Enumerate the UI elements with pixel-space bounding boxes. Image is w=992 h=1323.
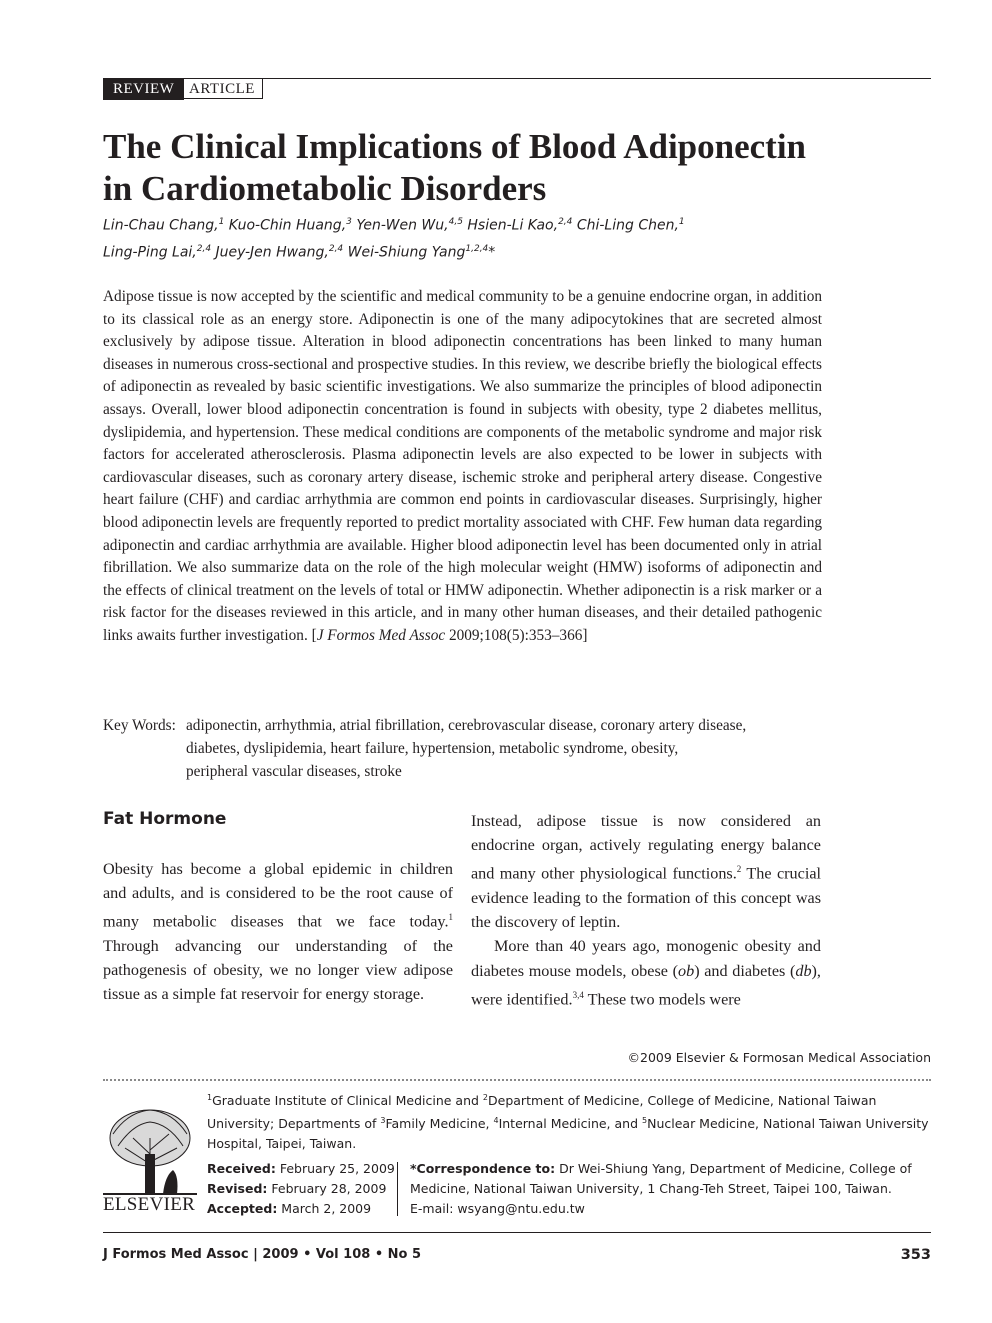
article-tag: ARTICLE (181, 78, 263, 99)
col2-text-a: Instead, adipose tissue is now considered an endocrine organ, actively regulating energy balance and many other physiological functions. (471, 812, 821, 883)
correspondence-label: *Correspondence to: (410, 1161, 556, 1176)
citation-ref: 3,4 (572, 989, 584, 1000)
author-affil: 2,4 (328, 243, 344, 254)
received-value: February 25, 2009 (275, 1161, 395, 1176)
body-column-1 (103, 857, 453, 1007)
col2-p2-b: ) and diabetes ( (694, 961, 796, 980)
revised-value: February 28, 2009 (267, 1181, 387, 1196)
received-label: Received: (207, 1161, 276, 1176)
abstract (103, 286, 822, 648)
author: Juey-Jen Hwang, (215, 244, 329, 261)
article-dates (207, 1159, 395, 1219)
affiliations (207, 1088, 932, 1154)
correspondence-text: Dr Wei-Shiung Yang, Department of Medicine, College of Medicine, National Taiwan University, 1 Chang-Teh Street, Taipei 100, Taiwan. (410, 1161, 912, 1196)
correspondence (410, 1159, 932, 1219)
col1-text-a: Obesity has become a global epidemic in children and adults, and is considered to be the root cause of many metabolic diseases that we face today. (103, 860, 453, 931)
author-affil: 3 (346, 217, 352, 227)
author: Wei-Shiung Yang (347, 244, 466, 261)
keywords-line: diabetes, dyslipidemia, heart failure, hypertension, metabolic syndrome, obesity, (186, 740, 679, 757)
keywords-line: peripheral vascular diseases, stroke (186, 763, 402, 780)
footer-divider (397, 1162, 398, 1216)
author-line-1 (103, 211, 933, 238)
accepted-date (207, 1199, 395, 1219)
affil-sup: 1 (207, 1093, 213, 1102)
author-affil: 4,5 (448, 217, 463, 227)
accepted-value: March 2, 2009 (277, 1201, 372, 1216)
citation-ref: 1 (448, 912, 453, 923)
col2-p2-d: These two models were (583, 990, 741, 1009)
author-affil: 1 (218, 217, 225, 227)
affil-text: Family Medicine, (385, 1116, 494, 1132)
article-title (103, 126, 933, 210)
col2-paragraph-2 (471, 934, 821, 1011)
revised-date (207, 1179, 395, 1199)
footer-rule (103, 1232, 931, 1233)
db-italic: db (795, 961, 812, 980)
citation-ref: 2 (736, 864, 742, 875)
keywords-label: Key Words: (103, 717, 176, 734)
author: Yen-Wen Wu, (356, 217, 449, 234)
affil-sup: 3 (380, 1116, 386, 1126)
author: Kuo-Chin Huang, (228, 217, 347, 234)
affil-text: Nuclear Medicine, National Taiwan University Hospital, Taipei, Taiwan. (207, 1116, 929, 1152)
author-affil: 2,4 (196, 243, 212, 254)
ob-italic: ob (678, 961, 695, 980)
author: Lin-Chau Chang, (103, 217, 219, 234)
affil-sup: 2 (482, 1093, 489, 1102)
author-list (103, 211, 933, 264)
col2-p2-a: More than 40 years ago, monogenic obesity and diabetes mouse models, obese ( (471, 937, 821, 980)
col1-text-b: Through advancing our understanding of the pathogenesis of obesity, we no longer view adipose tissue as a simple fat reservoir for energy storage. (103, 937, 453, 1004)
author: Chi-Ling Chen, (576, 217, 679, 234)
affil-text: Internal Medicine, and (498, 1116, 642, 1132)
author-affil: 1,2,4 (465, 243, 489, 254)
page-number: 353 (900, 1247, 931, 1263)
keywords-list (186, 714, 826, 783)
body-column-2 (471, 809, 821, 1011)
copyright: ©2009 Elsevier & Formosan Medical Association (627, 1050, 931, 1065)
abstract-citation-tail: 2009;108(5):353–366] (445, 626, 588, 644)
affil-text: Department of Medicine, College of Medicine, National Taiwan University; Departments of (207, 1093, 877, 1132)
author-affil: 2,4 (558, 217, 573, 227)
correspondence-email[interactable]: E-mail: wsyang@ntu.edu.tw (410, 1201, 585, 1216)
col2-p2-c: ), were identified. (471, 961, 821, 1009)
affil-text: Graduate Institute of Clinical Medicine and (212, 1093, 483, 1109)
accepted-label: Accepted: (207, 1201, 278, 1216)
abstract-text: Adipose tissue is now accepted by the scientific and medical community to be a genuine endocrine organ, in addition to its classical role as an energy store. Adiponectin is one of the many adipocytokines that are secreted almost exclusively by adipose tissue. Alteration in blood adiponectin concentrations has been linked to many human diseases in numerous cross-sectional and prospective studies. In this review, we describe briefly the biological effects of adiponectin as revealed by basic scientific investigations. We also summarize the principles of blood adiponectin assays. Overall, lower blood adiponectin concentration is found in subjects with obesity, type 2 diabetes mellitus, dyslipidemia, and hypertension. These medical conditions are components of the metabolic syndrome and major risk factors for accelerated atherosclerosis. Plasma adiponectin levels are also expected to be lower in subjects with cardiovascular diseases, such as coronary artery disease, ischemic stroke and peripheral artery disease. Congestive heart failure (CHF) and cardiac arrhythmia are common end points in cardiovascular diseases. Surprisingly, higher blood adiponectin levels are frequently reported to predict mortality associated with CHF. Few human data regarding adiponectin and cardiac arrhythmia are available. Higher blood adiponectin level has been documented only in atrial fibrillation. We also summarize data on the role of the high molecular weight (HMW) isoforms of adiponectin and the effects of clinical treatment on the levels of total or HMW adiponectin. Whether adiponectin is a risk marker or a risk factor for the diseases reviewed in this article, and in many other human diseases, and their detailed pathogenic links awaits further investigation. [ (103, 288, 822, 644)
revised-label: Revised: (207, 1181, 268, 1196)
journal-info: J Formos Med Assoc | 2009 • Vol 108 • No 5 (103, 1247, 422, 1262)
title-line-2: in Cardiometabolic Disorders (103, 169, 547, 208)
col2-paragraph-1 (471, 809, 821, 934)
title-line-1: The Clinical Implications of Blood Adiponectin (103, 127, 807, 166)
review-tag: REVIEW (103, 78, 184, 100)
keywords-line: adiponectin, arrhythmia, atrial fibrillation, cerebrovascular disease, coronary artery disease, (186, 717, 747, 734)
abstract-citation-journal: J Formos Med Assoc (316, 626, 446, 644)
corresponding-mark: * (488, 244, 496, 261)
elsevier-wordmark: ELSEVIER (103, 1194, 196, 1215)
col2-text-b: The crucial evidence leading to the formation of this concept was the discovery of leptin. (471, 864, 821, 932)
received-date (207, 1159, 395, 1179)
affil-sup: 4 (493, 1116, 499, 1126)
author-line-2 (103, 238, 933, 265)
author: Ling-Ping Lai, (103, 244, 197, 261)
affil-sup: 5 (642, 1116, 648, 1126)
correspondence-address (410, 1159, 932, 1199)
dotted-divider (103, 1079, 931, 1081)
author-affil: 1 (678, 217, 685, 227)
section-heading: Fat Hormone (103, 809, 227, 829)
author: Hsien-Li Kao, (467, 217, 559, 234)
elsevier-tree-logo (103, 1104, 197, 1196)
